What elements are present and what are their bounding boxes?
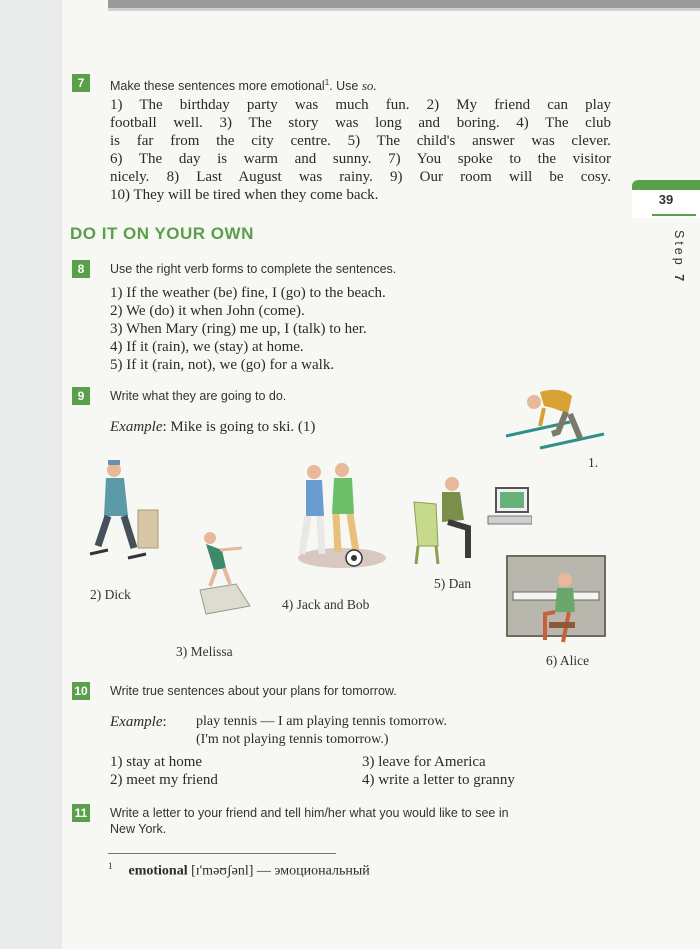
caption-1: 1.	[588, 455, 599, 470]
text-line: 5) If it (rain, not), we (go) for a walk.	[110, 357, 335, 373]
jack-bob-illustration	[292, 462, 392, 572]
exercise-instruction: Write a letter to your friend and tell him/her what you would like to see in New York.	[110, 806, 509, 836]
exercise-number: 7	[72, 74, 90, 92]
exercise-number: 9	[72, 387, 90, 405]
page-gutter	[0, 0, 62, 949]
list-item: 3) leave for America	[362, 754, 486, 770]
text-line: football well. 3) The story was long and boring. 4) The club	[110, 115, 611, 131]
example-line: Example: Mike is going to ski. (1)	[110, 419, 316, 435]
page-number: 39	[658, 192, 674, 207]
exercise-number: 10	[72, 682, 90, 700]
text-line: 1) The birthday party was much fun. 2) My friend can play	[110, 97, 611, 113]
melissa-illustration	[192, 528, 254, 616]
text-line: 4) If it (rain), we (stay) at home.	[110, 339, 304, 355]
top-border	[108, 0, 700, 8]
exercise-instruction: Write true sentences about your plans for tomorrow.	[110, 684, 397, 698]
list-column-right	[362, 753, 515, 789]
text-line: 2) We (do) it when John (come).	[110, 303, 305, 319]
exercise-7-text	[110, 96, 611, 204]
caption-jack-bob: 4) Jack and Bob	[282, 597, 370, 612]
text-line: 1) If the weather (be) fine, I (go) to the beach.	[110, 285, 386, 301]
exercise-instruction: Write what they are going to do.	[110, 389, 287, 403]
caption-dan: 5) Dan	[434, 576, 472, 591]
list-item: 4) write a letter to granny	[362, 772, 515, 788]
exercise-instruction: Make these sentences more emotional$^1$. Use so.	[110, 78, 377, 94]
footnote: $^1$ emotional [ɪ'məʊʃənl] — эмоциональный	[108, 861, 370, 879]
ski	[540, 434, 604, 448]
exercise-number: 8	[72, 260, 90, 278]
example-line: Example:	[110, 714, 167, 730]
section-title: DO IT ON YOUR OWN	[70, 224, 254, 243]
step-label	[662, 230, 686, 284]
caption-dick: 2) Dick	[90, 587, 131, 602]
list-item: 2) meet my friend	[110, 772, 218, 788]
skier-illustration	[500, 382, 610, 462]
example-text: play tennis — I am playing tennis tomorrow. (I'm not playing tennis tomorrow.)	[196, 714, 448, 747]
caption-alice: 6) Alice	[546, 653, 590, 668]
text-line: 6) The day is warm and sunny. 7) You spoke to the visitor	[110, 151, 611, 167]
exercise-instruction: Use the right verb forms to complete the sentences.	[110, 262, 397, 276]
text-line: nicely. 8) Last August was rainy. 9) Our room will be cosy.	[110, 169, 611, 185]
list-column-left	[110, 753, 218, 789]
step-word: Step	[672, 230, 686, 268]
alice-illustration	[505, 552, 609, 648]
caption-melissa: 3) Melissa	[176, 644, 233, 659]
exercise-8-text	[110, 284, 386, 374]
tab-rule	[652, 214, 696, 216]
text-line: 10) They will be tired when they come back.	[110, 187, 379, 203]
step-number: 7	[672, 274, 686, 285]
footnote-rule	[108, 853, 336, 854]
text-line: is far from the city centre. 5) The child's answer was clever.	[110, 133, 611, 149]
text-line: 3) When Mary (ring) me up, I (talk) to her.	[110, 321, 367, 337]
top-border-shadow	[108, 8, 700, 11]
exercise-number: 11	[72, 804, 90, 822]
list-item: 1) stay at home	[110, 754, 203, 770]
dick-illustration	[84, 458, 164, 570]
